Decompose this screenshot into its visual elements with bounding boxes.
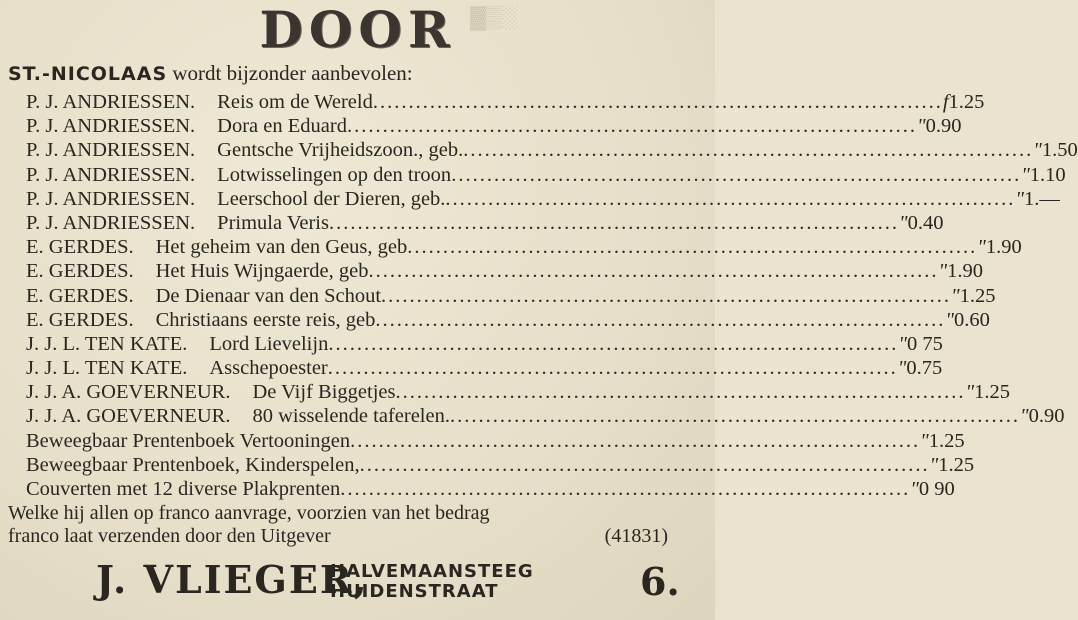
book-author: J. J. L. TEN KATE. xyxy=(26,332,188,355)
book-price: 0.90 xyxy=(1028,405,1065,428)
dot-leader: ................................................................................ xyxy=(368,260,939,283)
book-title: De Dienaar van den Schout xyxy=(155,284,382,307)
list-item xyxy=(26,404,1065,428)
currency-mark: " xyxy=(897,357,907,380)
book-price: 1.25 xyxy=(974,381,1010,404)
book-price: 1.10 xyxy=(1029,163,1066,186)
list-item xyxy=(26,235,1022,259)
dot-leader: ................................................................................ xyxy=(328,211,899,234)
book-title-with-leader xyxy=(156,235,978,259)
publisher-name: J. VLIEGER, xyxy=(96,557,369,602)
list-item xyxy=(26,380,1010,404)
book-title: Reis om de Wereld xyxy=(217,91,373,113)
list-item xyxy=(26,429,965,453)
book-title-with-leader xyxy=(217,90,943,114)
book-title: Asschepoester xyxy=(209,357,328,380)
closing-note xyxy=(8,502,668,548)
currency-mark: " xyxy=(1021,163,1030,186)
currency-mark: " xyxy=(1019,405,1029,428)
currency-mark: " xyxy=(1015,187,1025,210)
book-title: Couverten met 12 diverse Plakprenten xyxy=(26,478,341,500)
list-item xyxy=(26,477,955,501)
book-title: Lotwisselingen op den troon xyxy=(217,163,452,186)
book-author: P. J. ANDRIESSEN. xyxy=(26,139,196,162)
dot-leader: ................................................................................ xyxy=(346,115,917,138)
book-author: P. J. ANDRIESSEN. xyxy=(26,91,196,113)
book-title-with-leader xyxy=(209,332,898,356)
currency-mark: " xyxy=(945,308,954,331)
book-title-with-leader xyxy=(217,163,1021,187)
dot-leader: ................................................................................ xyxy=(359,453,930,476)
dot-leader: ................................................................................ xyxy=(451,163,1022,186)
book-author: P. J. ANDRIESSEN. xyxy=(26,211,196,234)
currency-mark: " xyxy=(965,381,975,404)
address-street-2: HUIDENSTRAAT xyxy=(330,581,499,602)
currency-mark: " xyxy=(938,260,948,283)
list-item xyxy=(26,114,962,138)
book-title: De Vijf Biggetjes xyxy=(252,381,396,404)
list-item xyxy=(26,453,975,477)
book-list xyxy=(26,90,1078,501)
dot-leader: ................................................................................ xyxy=(340,478,911,500)
list-item xyxy=(26,187,1060,211)
book-author: E. GERDES. xyxy=(26,308,134,331)
book-price: 0.75 xyxy=(906,357,943,380)
book-author: P. J. ANDRIESSEN. xyxy=(26,115,196,138)
book-title-with-leader xyxy=(217,114,917,138)
book-title-with-leader xyxy=(156,284,951,308)
dot-leader: ................................................................................ xyxy=(407,236,978,259)
closing-line-2: franco laat verzenden door den Uitgever xyxy=(8,525,331,547)
book-price: 0.40 xyxy=(907,211,944,234)
book-price: 1.25 xyxy=(938,453,975,476)
dot-leader: ................................................................................ xyxy=(445,187,1016,210)
book-title: Dora en Eduard xyxy=(217,115,347,138)
book-title: Primula Veris xyxy=(217,211,329,234)
currency-mark: " xyxy=(1033,139,1042,162)
currency-mark: " xyxy=(977,236,986,259)
book-title: Het geheim van den Geus, geb xyxy=(155,236,408,259)
list-item xyxy=(26,332,943,356)
book-title-with-leader xyxy=(217,187,1015,211)
dot-leader: ................................................................................ xyxy=(328,332,899,355)
book-title: Beweegbaar Prentenboek Vertooningen xyxy=(26,429,351,452)
book-title-with-leader xyxy=(156,259,939,283)
book-title: Lord Lievelijn xyxy=(209,332,329,355)
currency-mark: " xyxy=(898,211,908,234)
book-title: Christiaans eerste reis, geb xyxy=(155,308,376,331)
list-item xyxy=(26,90,985,114)
dot-leader: ................................................................................ xyxy=(372,91,943,113)
book-price: 0 75 xyxy=(906,332,943,355)
book-title: Beweegbaar Prentenboek, Kinderspelen, xyxy=(26,453,360,476)
book-price: 1.25 xyxy=(959,284,996,307)
advertisement-heading: DOOR xyxy=(259,0,456,59)
currency-mark: " xyxy=(916,115,926,138)
list-item xyxy=(26,138,1078,162)
book-title: Het Huis Wijngaerde, geb xyxy=(155,260,369,283)
intro-text: wordt bijzonder aanbevolen: xyxy=(167,61,413,85)
book-title: 80 wisselende taferelen. xyxy=(252,405,450,428)
book-author: J. J. A. GOEVERNEUR. xyxy=(26,405,231,428)
closing-line-1: Welke hij allen op franco aanvrage, voorzien van het bedrag xyxy=(8,502,490,524)
book-price: 1.90 xyxy=(985,236,1022,259)
house-number: 6. xyxy=(640,559,680,604)
currency-mark: " xyxy=(920,429,929,452)
currency-mark: f xyxy=(942,91,949,113)
dot-leader: ................................................................................ xyxy=(375,308,946,331)
book-title-with-leader xyxy=(252,404,1020,428)
book-price: 1.— xyxy=(1024,187,1060,210)
book-title-with-leader xyxy=(217,138,1033,162)
currency-mark: " xyxy=(898,332,907,355)
book-price: 1.25 xyxy=(928,429,965,452)
list-item xyxy=(26,356,943,380)
book-author: J. J. A. GOEVERNEUR. xyxy=(26,381,231,404)
currency-mark: " xyxy=(929,453,939,476)
book-author: P. J. ANDRIESSEN. xyxy=(26,187,196,210)
book-price: 1.90 xyxy=(947,260,983,283)
list-item xyxy=(26,211,944,235)
book-price: 1.25 xyxy=(948,91,985,113)
dot-leader: ................................................................................ xyxy=(381,284,952,307)
book-title: Gentsche Vrijheidszoon., geb. xyxy=(217,139,464,162)
currency-mark: " xyxy=(951,284,960,307)
book-title: Leerschool der Dieren, geb. xyxy=(217,187,446,210)
book-price: 1.50 xyxy=(1041,139,1078,162)
book-author: P. J. ANDRIESSEN. xyxy=(26,163,196,186)
publisher-address xyxy=(330,562,534,602)
book-title-with-leader xyxy=(156,308,946,332)
address-street-1: HALVEMAANSTEEG xyxy=(330,561,534,582)
list-item xyxy=(26,163,1066,187)
publisher-footer xyxy=(0,557,715,617)
book-author: E. GERDES. xyxy=(26,260,134,283)
list-item xyxy=(26,284,996,308)
book-title-with-leader xyxy=(26,477,910,501)
dot-leader: ................................................................................ xyxy=(395,381,966,404)
currency-mark: " xyxy=(910,478,919,500)
book-title-with-leader xyxy=(26,453,930,477)
book-title-with-leader xyxy=(209,356,897,380)
book-price: 0 90 xyxy=(918,478,955,500)
bleed-through-text: ▓▒░ xyxy=(470,4,518,29)
book-title-with-leader xyxy=(252,380,965,404)
book-title-with-leader xyxy=(26,429,920,453)
book-title-with-leader xyxy=(217,211,899,235)
dot-leader: ................................................................................ xyxy=(463,139,1034,162)
book-author: E. GERDES. xyxy=(26,284,134,307)
book-author: E. GERDES. xyxy=(26,236,134,259)
book-price: 0.60 xyxy=(953,308,990,331)
book-author: J. J. L. TEN KATE. xyxy=(26,357,188,380)
list-item xyxy=(26,308,990,332)
book-price: 0.90 xyxy=(925,115,962,138)
dot-leader: ................................................................................ xyxy=(449,405,1020,428)
intro-saint: ST.-NICOLAAS xyxy=(8,63,168,85)
intro-line xyxy=(8,60,413,87)
dot-leader: ................................................................................ xyxy=(327,357,898,380)
list-item xyxy=(26,259,983,283)
dot-leader: ................................................................................ xyxy=(350,429,921,452)
reference-number: (41831) xyxy=(604,525,668,547)
